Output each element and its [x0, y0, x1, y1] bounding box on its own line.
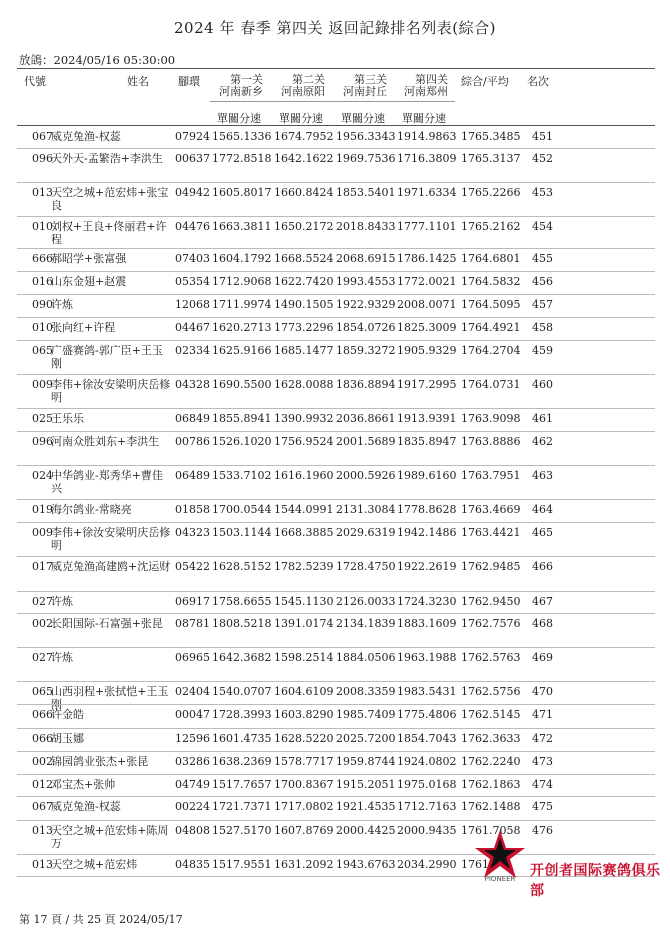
cell-avg: 1762.1863: [461, 778, 521, 791]
cell-ring: 02404: [175, 685, 210, 698]
cell-s1: 1855.8941: [212, 412, 272, 425]
cell-avg: 1763.9098: [461, 412, 521, 425]
cell-name: 威克兔渔高建鸥+沈运财: [51, 560, 171, 573]
cell-s1: 1712.9068: [212, 275, 272, 288]
cell-s4: 1854.7043: [397, 732, 457, 745]
header-race2-loc: 河南原阳: [281, 85, 325, 98]
cell-code: 066: [32, 708, 53, 721]
speed-label-3: 單關分速: [341, 112, 385, 125]
cell-s4: 2000.9435: [397, 824, 457, 837]
cell-code: 016: [32, 275, 53, 288]
cell-s2: 1603.8290: [274, 708, 334, 721]
cell-avg: 1762.5763: [461, 651, 521, 664]
row-separator: [17, 431, 655, 432]
cell-s1: 1526.1020: [212, 435, 272, 448]
cell-name: 长阳国际-石富强+张昆: [51, 617, 163, 630]
row-separator: [17, 374, 655, 375]
cell-rank: 474: [532, 778, 553, 791]
row-separator: [17, 182, 655, 183]
cell-s1: 1527.5170: [212, 824, 272, 837]
cell-s3: 1853.5401: [336, 186, 396, 199]
cell-s4: 1942.1486: [397, 526, 457, 539]
speed-label-1: 單關分速: [217, 112, 261, 125]
cell-s4: 1777.1101: [397, 220, 457, 233]
cell-s3: 1915.2051: [336, 778, 396, 791]
row-separator: [17, 704, 655, 705]
row-separator: [17, 820, 655, 821]
row-separator: [17, 465, 655, 466]
cell-name: 锦园鸽业张杰+张昆: [51, 755, 149, 768]
cell-s1: 1758.6655: [212, 595, 272, 608]
speed-label-4: 單關分速: [402, 112, 446, 125]
cell-rank: 466: [532, 560, 553, 573]
cell-ring: 06849: [175, 412, 210, 425]
cell-name: 许金皓: [51, 708, 84, 721]
row-separator: [17, 681, 655, 682]
cell-avg: 1763.4669: [461, 503, 521, 516]
cell-avg: 1764.6801: [461, 252, 521, 265]
cell-code: 019: [32, 503, 53, 516]
cell-s4: 1883.1609: [397, 617, 457, 630]
cell-code: 010: [32, 321, 53, 334]
cell-s2: 1700.8367: [274, 778, 334, 791]
cell-ring: 08781: [175, 617, 210, 630]
cell-ring: 02334: [175, 344, 210, 357]
cell-s2: 1628.5220: [274, 732, 334, 745]
cell-avg: 1762.9450: [461, 595, 521, 608]
cell-s3: 1728.4750: [336, 560, 396, 573]
cell-s2: 1607.8769: [274, 824, 334, 837]
cell-s4: 1772.0021: [397, 275, 457, 288]
cell-avg: 1763.8886: [461, 435, 521, 448]
cell-avg: 1764.4921: [461, 321, 521, 334]
cell-s1: 1721.7371: [212, 800, 272, 813]
cell-ring: 12596: [175, 732, 210, 745]
cell-s2: 1685.1477: [274, 344, 334, 357]
cell-s1: 1663.3811: [212, 220, 272, 233]
cell-s3: 2068.6915: [336, 252, 396, 265]
cell-avg: 1765.2266: [461, 186, 521, 199]
cell-ring: 00637: [175, 152, 210, 165]
cell-ring: 04328: [175, 378, 210, 391]
cell-name: 广盛赛鸽-郭广臣+王玉刚: [51, 344, 163, 370]
cell-s4: 1724.3230: [397, 595, 457, 608]
cell-s1: 1642.3682: [212, 651, 272, 664]
cell-s4: 1914.9863: [397, 130, 457, 143]
cell-rank: 476: [532, 824, 553, 837]
cell-code: 010: [32, 220, 53, 233]
cell-s1: 1503.1144: [212, 526, 272, 539]
cell-avg: 1764.2704: [461, 344, 521, 357]
header-race2: 第二关: [292, 73, 325, 86]
cell-s2: 1668.3885: [274, 526, 334, 539]
header-race4: 第四关: [415, 73, 448, 86]
cell-s4: 1913.9391: [397, 412, 457, 425]
cell-s2: 1717.0802: [274, 800, 334, 813]
cell-s3: 1859.3272: [336, 344, 396, 357]
cell-rank: 456: [532, 275, 553, 288]
cell-code: 066: [32, 732, 53, 745]
cell-rank: 459: [532, 344, 553, 357]
row-separator: [17, 751, 655, 752]
cell-ring: 03286: [175, 755, 210, 768]
cell-s1: 1604.1792: [212, 252, 272, 265]
cell-s3: 2134.1839: [336, 617, 396, 630]
row-separator: [17, 148, 655, 149]
cell-ring: 04476: [175, 220, 210, 233]
row-separator: [17, 408, 655, 409]
cell-s1: 1625.9166: [212, 344, 272, 357]
cell-s2: 1578.7717: [274, 755, 334, 768]
cell-ring: 05422: [175, 560, 210, 573]
row-separator: [17, 271, 655, 272]
row-separator: [17, 522, 655, 523]
cell-rank: 464: [532, 503, 553, 516]
row-separator: [17, 340, 655, 341]
cell-code: 013: [32, 186, 53, 199]
cell-s1: 1628.5152: [212, 560, 272, 573]
header-code: 代號: [24, 75, 46, 88]
cell-s3: 1921.4535: [336, 800, 396, 813]
cell-avg: 1764.5832: [461, 275, 521, 288]
cell-code: 067: [32, 800, 53, 813]
cell-rank: 473: [532, 755, 553, 768]
cell-name: 李伟+徐汝安梁明庆岳修明: [51, 526, 171, 552]
cell-s2: 1650.2172: [274, 220, 334, 233]
cell-s4: 1975.0168: [397, 778, 457, 791]
cell-s1: 1605.8017: [212, 186, 272, 199]
row-separator: [17, 317, 655, 318]
cell-rank: 455: [532, 252, 553, 265]
release-time: 放鴿：2024/05/16 05:30:00: [19, 53, 176, 67]
cell-s4: 1989.6160: [397, 469, 457, 482]
cell-code: 090: [32, 298, 53, 311]
row-separator: [17, 796, 655, 797]
header-top-rule: [17, 68, 655, 69]
row-separator: [17, 774, 655, 775]
cell-s3: 1943.6763: [336, 858, 396, 871]
header-avg: 綜合/平均: [461, 75, 509, 88]
cell-rank: 457: [532, 298, 553, 311]
cell-name: 郝昭学+张富强: [51, 252, 127, 265]
cell-ring: 04808: [175, 824, 210, 837]
cell-name: 山东金翅+赵震: [51, 275, 127, 288]
cell-name: 中华鸽业-郑秀华+曹佳兴: [51, 469, 163, 495]
cell-ring: 00786: [175, 435, 210, 448]
cell-s3: 2025.7200: [336, 732, 396, 745]
cell-code: 024: [32, 469, 53, 482]
cell-s2: 1628.0088: [274, 378, 334, 391]
cell-s1: 1808.5218: [212, 617, 272, 630]
cell-code: 002: [32, 617, 53, 630]
logo-text: 开创者国际赛鸽俱乐部: [530, 863, 661, 899]
header-race1: 第一关: [230, 73, 263, 86]
header-name: 姓名: [127, 75, 149, 88]
cell-rank: 454: [532, 220, 553, 233]
cell-avg: 1761: [461, 858, 489, 871]
cell-name: 天空之城+范宏炜: [51, 858, 138, 871]
cell-name: 许炼: [51, 298, 73, 311]
cell-s4: 1712.7163: [397, 800, 457, 813]
logo-badge: PIONEER: [484, 875, 516, 883]
cell-ring: 12068: [175, 298, 210, 311]
cell-s3: 2131.3084: [336, 503, 396, 516]
cell-rank: 469: [532, 651, 553, 664]
cell-avg: 1762.5756: [461, 685, 521, 698]
cell-rank: 460: [532, 378, 553, 391]
cell-name: 河南众胜刘东+李洪生: [51, 435, 160, 448]
page-footer: 第 17 頁 / 共 25 頁 2024/05/17: [19, 913, 183, 926]
header-bottom-rule: [17, 125, 655, 126]
cell-s2: 1390.9932: [274, 412, 334, 425]
cell-rank: 452: [532, 152, 553, 165]
cell-avg: 1764.5095: [461, 298, 521, 311]
cell-s3: 2036.8661: [336, 412, 396, 425]
cell-s2: 1674.7952: [274, 130, 334, 143]
row-separator: [17, 591, 655, 592]
cell-ring: 04323: [175, 526, 210, 539]
cell-ring: 05354: [175, 275, 210, 288]
cell-name: 威克兔渔-权蕊: [51, 130, 121, 143]
cell-name: 天外天-孟繁浩+李洪生: [51, 152, 163, 165]
cell-s3: 2000.4425: [336, 824, 396, 837]
cell-s3: 1854.0726: [336, 321, 396, 334]
cell-name: 海尔鸽业-常晓亮: [51, 503, 132, 516]
cell-code: 067: [32, 130, 53, 143]
cell-rank: 470: [532, 685, 553, 698]
cell-s4: 1971.6334: [397, 186, 457, 199]
cell-name: 威克兔渔-权蕊: [51, 800, 121, 813]
cell-avg: 1763.4421: [461, 526, 521, 539]
cell-ring: 04749: [175, 778, 210, 791]
cell-s3: 2001.5689: [336, 435, 396, 448]
header-rank: 名次: [527, 75, 549, 88]
cell-avg: 1762.1488: [461, 800, 521, 813]
cell-s4: 1825.3009: [397, 321, 457, 334]
cell-ring: 07924: [175, 130, 210, 143]
cell-s1: 1728.3993: [212, 708, 272, 721]
cell-s1: 1711.9974: [212, 298, 272, 311]
row-separator: [17, 728, 655, 729]
header-race3-loc: 河南封丘: [343, 85, 387, 98]
cell-s3: 2029.6319: [336, 526, 396, 539]
cell-name: 山西羽程+张拭恺+王玉刚: [51, 685, 169, 711]
row-separator: [17, 248, 655, 249]
page-title: 2024 年 春季 第四关 返回記錄排名列表(綜合): [174, 19, 496, 37]
cell-avg: 1765.3137: [461, 152, 521, 165]
cell-rank: 458: [532, 321, 553, 334]
cell-code: 027: [32, 651, 53, 664]
cell-s1: 1772.8518: [212, 152, 272, 165]
cell-s4: 1775.4806: [397, 708, 457, 721]
cell-s4: 2034.2990: [397, 858, 457, 871]
cell-avg: 1762.9485: [461, 560, 521, 573]
cell-s4: 1778.8628: [397, 503, 457, 516]
cell-rank: 475: [532, 800, 553, 813]
cell-ring: 04835: [175, 858, 210, 871]
cell-ring: 06489: [175, 469, 210, 482]
cell-s2: 1616.1960: [274, 469, 334, 482]
cell-code: 096: [32, 152, 53, 165]
cell-s4: 1924.0802: [397, 755, 457, 768]
cell-name: 刘权+王良+佟丽君+许程: [51, 220, 167, 246]
cell-name: 王乐乐: [51, 412, 84, 425]
cell-s2: 1756.9524: [274, 435, 334, 448]
cell-s3: 1959.8744: [336, 755, 396, 768]
cell-s2: 1773.2296: [274, 321, 334, 334]
cell-code: 666: [32, 252, 53, 265]
cell-s4: 1905.9329: [397, 344, 457, 357]
cell-rank: 463: [532, 469, 553, 482]
cell-s1: 1638.2369: [212, 755, 272, 768]
cell-s3: 2008.3359: [336, 685, 396, 698]
cell-avg: 1765.2162: [461, 220, 521, 233]
cell-s3: 1836.8894: [336, 378, 396, 391]
cell-code: 009: [32, 378, 53, 391]
cell-s4: 1963.1988: [397, 651, 457, 664]
cell-ring: 00224: [175, 800, 210, 813]
header-ring: 腳環: [178, 75, 200, 88]
cell-avg: 1761.7058: [461, 824, 521, 837]
cell-s1: 1517.7657: [212, 778, 272, 791]
cell-code: 065: [32, 685, 53, 698]
cell-rank: 462: [532, 435, 553, 448]
cell-avg: 1762.3633: [461, 732, 521, 745]
cell-name: 天空之城+范宏炜+陈周万: [51, 824, 169, 850]
cell-s3: 2000.5926: [336, 469, 396, 482]
cell-ring: 01858: [175, 503, 210, 516]
cell-s3: 1922.9329: [336, 298, 396, 311]
cell-s1: 1620.2713: [212, 321, 272, 334]
cell-s3: 1969.7536: [336, 152, 396, 165]
speed-label-2: 單關分速: [279, 112, 323, 125]
cell-rank: 453: [532, 186, 553, 199]
cell-name: 李伟+徐汝安梁明庆岳修明: [51, 378, 171, 404]
cell-s1: 1690.5500: [212, 378, 272, 391]
cell-s1: 1565.1336: [212, 130, 272, 143]
cell-s3: 1956.3343: [336, 130, 396, 143]
cell-s4: 1835.8947: [397, 435, 457, 448]
cell-code: 002: [32, 755, 53, 768]
cell-s1: 1601.4735: [212, 732, 272, 745]
cell-s1: 1517.9551: [212, 858, 272, 871]
cell-ring: 00047: [175, 708, 210, 721]
cell-code: 025: [32, 412, 53, 425]
cell-s4: 1716.3809: [397, 152, 457, 165]
cell-rank: 472: [532, 732, 553, 745]
cell-code: 027: [32, 595, 53, 608]
cell-name: 许炼: [51, 595, 73, 608]
cell-ring: 06917: [175, 595, 210, 608]
cell-name: 天空之城+范宏炜+张宝良: [51, 186, 169, 212]
cell-name: 许炼: [51, 651, 73, 664]
cell-s2: 1642.1622: [274, 152, 334, 165]
cell-s2: 1544.0991: [274, 503, 334, 516]
cell-avg: 1763.7951: [461, 469, 521, 482]
cell-s4: 2008.0071: [397, 298, 457, 311]
cell-rank: 465: [532, 526, 553, 539]
cell-rank: 467: [532, 595, 553, 608]
cell-s2: 1604.6109: [274, 685, 334, 698]
header-race4-loc: 河南郑州: [404, 85, 448, 98]
cell-s4: 1922.2619: [397, 560, 457, 573]
cell-s2: 1598.2514: [274, 651, 334, 664]
row-separator: [17, 647, 655, 648]
cell-rank: 471: [532, 708, 553, 721]
header-race3: 第三关: [354, 73, 387, 86]
cell-s4: 1917.2995: [397, 378, 457, 391]
cell-s2: 1545.1130: [274, 595, 334, 608]
row-separator: [17, 294, 655, 295]
cell-code: 009: [32, 526, 53, 539]
cell-ring: 04942: [175, 186, 210, 199]
cell-rank: 451: [532, 130, 553, 143]
subheader-rule: [210, 101, 455, 102]
cell-ring: 04467: [175, 321, 210, 334]
cell-code: 013: [32, 824, 53, 837]
cell-s2: 1622.7420: [274, 275, 334, 288]
cell-s2: 1391.0174: [274, 617, 334, 630]
cell-s1: 1700.0544: [212, 503, 272, 516]
cell-s3: 1985.7409: [336, 708, 396, 721]
cell-rank: 461: [532, 412, 553, 425]
cell-ring: 06965: [175, 651, 210, 664]
cell-s2: 1782.5239: [274, 560, 334, 573]
cell-s3: 2126.0033: [336, 595, 396, 608]
row-separator: [17, 499, 655, 500]
cell-s3: 1993.4553: [336, 275, 396, 288]
cell-name: 邓宝杰+张帅: [51, 778, 116, 791]
cell-s2: 1490.1505: [274, 298, 334, 311]
cell-avg: 1765.3485: [461, 130, 521, 143]
cell-code: 065: [32, 344, 53, 357]
cell-s3: 2018.8433: [336, 220, 396, 233]
cell-s4: 1983.5431: [397, 685, 457, 698]
row-separator: [17, 556, 655, 557]
cell-name: 胡玉娜: [51, 732, 84, 745]
cell-avg: 1762.5145: [461, 708, 521, 721]
cell-s3: 1884.0506: [336, 651, 396, 664]
cell-name: 张向红+许程: [51, 321, 116, 334]
cell-code: 017: [32, 560, 53, 573]
cell-avg: 1762.2240: [461, 755, 521, 768]
row-separator: [17, 613, 655, 614]
cell-rank: 468: [532, 617, 553, 630]
cell-s1: 1540.0707: [212, 685, 272, 698]
cell-code: 012: [32, 778, 53, 791]
cell-s2: 1660.8424: [274, 186, 334, 199]
cell-s1: 1533.7102: [212, 469, 272, 482]
cell-code: 013: [32, 858, 53, 871]
cell-s4: 1786.1425: [397, 252, 457, 265]
cell-s2: 1631.2092: [274, 858, 334, 871]
cell-s2: 1668.5524: [274, 252, 334, 265]
cell-avg: 1762.7576: [461, 617, 521, 630]
cell-avg: 1764.0731: [461, 378, 521, 391]
row-separator: [17, 216, 655, 217]
header-race1-loc: 河南新乡: [219, 85, 263, 98]
cell-code: 096: [32, 435, 53, 448]
cell-ring: 07403: [175, 252, 210, 265]
